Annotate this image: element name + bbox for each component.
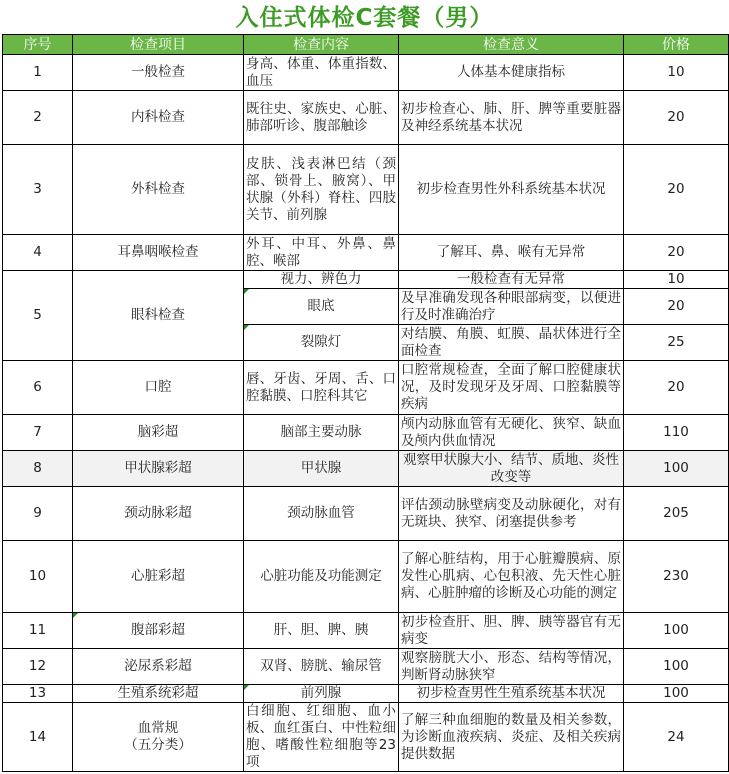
row-price: 20 — [624, 235, 729, 271]
row-price: 25 — [624, 325, 729, 361]
row-price: 20 — [624, 361, 729, 415]
row-meaning: 评估颈动脉壁病变及动脉硬化，对有无斑块、狭窄、闭塞提供参考 — [399, 487, 624, 541]
row-content: 裂隙灯 — [244, 325, 399, 361]
row-no: 10 — [3, 541, 73, 613]
row-content: 甲状腺 — [244, 451, 399, 487]
row-no: 14 — [3, 703, 73, 772]
row-item-note: （五分类） — [124, 737, 192, 753]
row-meaning: 一般检查有无异常 — [399, 271, 624, 289]
row-item: 心脏彩超 — [73, 541, 244, 613]
row-content: 双肾、膀胱、输尿管 — [244, 649, 399, 685]
row-content: 既往史、家族史、心脏、肺部听诊、腹部触诊 — [244, 91, 399, 145]
row-meaning: 对结膜、角膜、虹膜、晶状体进行全面检查 — [399, 325, 624, 361]
row-content: 身高、体重、体重指数、血压 — [244, 55, 399, 91]
row-item — [73, 703, 244, 772]
row-content: 脑部主要动脉 — [244, 415, 399, 451]
row-price: 100 — [624, 451, 729, 487]
row-meaning: 及早准确发现各种眼部病变，以便进行及时准确治疗 — [399, 289, 624, 325]
table-row — [3, 685, 729, 703]
row-price: 10 — [624, 55, 729, 91]
row-price: 20 — [624, 289, 729, 325]
row-content: 视力、辨色力 — [244, 271, 399, 289]
table-row — [3, 451, 729, 487]
row-meaning: 观察甲状腺大小、结节、质地、炎性改变等 — [399, 451, 624, 487]
row-item: 内科检查 — [73, 91, 244, 145]
col-header-no: 序号 — [3, 35, 73, 55]
row-item: 眼科检查 — [73, 271, 244, 361]
row-price: 20 — [624, 145, 729, 235]
row-content: 唇、牙齿、牙周、舌、口腔黏膜、口腔科其它 — [244, 361, 399, 415]
row-item: 颈动脉彩超 — [73, 487, 244, 541]
header-row — [3, 35, 729, 55]
row-content: 肝、胆、脾、胰 — [244, 613, 399, 649]
row-price: 100 — [624, 685, 729, 703]
row-content: 颈动脉血管 — [244, 487, 399, 541]
row-no: 4 — [3, 235, 73, 271]
row-content: 白细胞、红细胞、血小板、血红蛋白、中性粒细胞、嗜酸性粒细胞等23项 — [244, 703, 399, 772]
table-row — [3, 487, 729, 541]
row-no: 7 — [3, 415, 73, 451]
row-no: 13 — [3, 685, 73, 703]
row-no: 12 — [3, 649, 73, 685]
table-row — [3, 361, 729, 415]
row-price: 100 — [624, 613, 729, 649]
row-no: 1 — [3, 55, 73, 91]
row-content: 外耳、中耳、外鼻、鼻腔、喉部 — [244, 235, 399, 271]
col-header-item: 检查项目 — [73, 35, 244, 55]
row-item: 生殖系统彩超 — [73, 685, 244, 703]
table-row — [3, 649, 729, 685]
row-item: 甲状腺彩超 — [73, 451, 244, 487]
row-price: 230 — [624, 541, 729, 613]
row-price: 110 — [624, 415, 729, 451]
col-header-price: 价格 — [624, 35, 729, 55]
row-no: 6 — [3, 361, 73, 415]
col-header-meaning: 检查意义 — [399, 35, 624, 55]
table-row — [3, 55, 729, 91]
table-row — [3, 235, 729, 271]
table-row — [3, 541, 729, 613]
row-meaning: 了解心脏结构，用于心脏瓣膜病、原发性心肌病、心包积液、先天性心脏病、心脏肿瘤的诊断及心功能的测定 — [399, 541, 624, 613]
row-item: 一般检查 — [73, 55, 244, 91]
row-no: 3 — [3, 145, 73, 235]
row-meaning: 初步检查肝、胆、脾、胰等器官有无病变 — [399, 613, 624, 649]
row-meaning: 颅内动脉血管有无硬化、狭窄、缺血及颅内供血情况 — [399, 415, 624, 451]
page-title: 入住式体检C套餐（男） — [235, 5, 494, 31]
row-price: 205 — [624, 487, 729, 541]
row-content: 前列腺 — [244, 685, 399, 703]
row-meaning: 初步检查心、肺、肝、脾等重要脏器及神经系统基本状况 — [399, 91, 624, 145]
row-price: 10 — [624, 271, 729, 289]
row-meaning: 了解耳、鼻、喉有无异常 — [399, 235, 624, 271]
row-item: 泌尿系彩超 — [73, 649, 244, 685]
row-item: 耳鼻咽喉检查 — [73, 235, 244, 271]
row-content: 心脏功能及功能测定 — [244, 541, 399, 613]
row-price: 20 — [624, 91, 729, 145]
row-item: 外科检查 — [73, 145, 244, 235]
row-item: 腹部彩超 — [73, 613, 244, 649]
row-item: 口腔 — [73, 361, 244, 415]
row-meaning: 了解三种血细胞的数量及相关参数，为诊断血液疾病、炎症、及相关疾病提供数据 — [399, 703, 624, 772]
table-row — [3, 703, 729, 772]
row-meaning: 口腔常规检查，全面了解口腔健康状况，及时发现牙及牙周、口腔黏膜等疾病 — [399, 361, 624, 415]
row-no: 9 — [3, 487, 73, 541]
table-row — [3, 91, 729, 145]
row-meaning: 人体基本健康指标 — [399, 55, 624, 91]
table-row — [3, 613, 729, 649]
table-row — [3, 271, 729, 289]
row-meaning: 观察膀胱大小、形态、结构等情况，判断肾动脉狭窄 — [399, 649, 624, 685]
row-no: 11 — [3, 613, 73, 649]
col-header-content: 检查内容 — [244, 35, 399, 55]
row-meaning: 初步检查男性生殖系统基本状况 — [399, 685, 624, 703]
table-row — [3, 415, 729, 451]
row-no: 2 — [3, 91, 73, 145]
table-row — [3, 145, 729, 235]
row-item: 脑彩超 — [73, 415, 244, 451]
row-price: 24 — [624, 703, 729, 772]
package-table — [2, 34, 729, 772]
row-meaning: 初步检查男性外科系统基本状况 — [399, 145, 624, 235]
row-no: 5 — [3, 271, 73, 361]
row-content: 眼底 — [244, 289, 399, 325]
row-price: 100 — [624, 649, 729, 685]
row-item-name: 血常规 — [137, 720, 179, 736]
row-content: 皮肤、浅表淋巴结（颈部、锁骨上、腋窝）、甲状腺（外科）脊柱、四肢关节、前列腺 — [244, 145, 399, 235]
row-no: 8 — [3, 451, 73, 487]
